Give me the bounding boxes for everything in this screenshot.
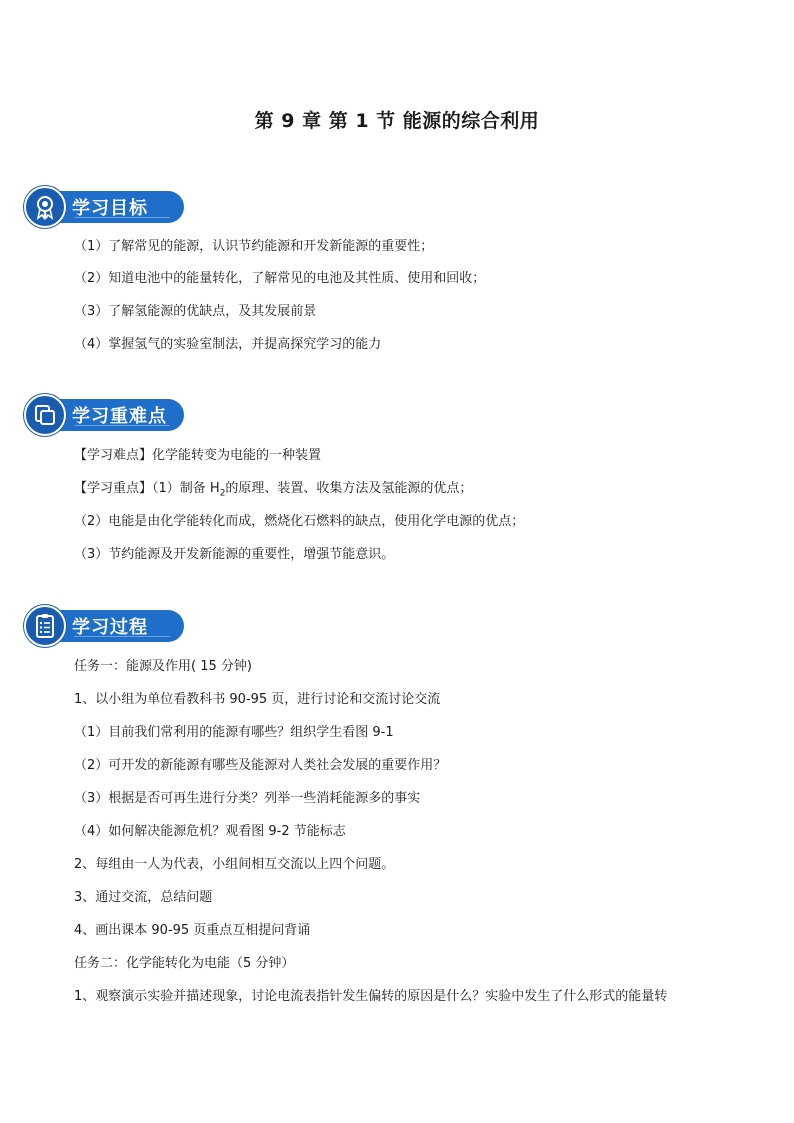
focus-subscript: 2 xyxy=(219,488,226,499)
banner-label: 学习过程 xyxy=(72,617,148,638)
section-banner-objectives xyxy=(24,186,184,228)
section-banner-key-points xyxy=(24,394,184,436)
focus-line xyxy=(74,480,472,503)
process-line: 2、每组由一人为代表，小组间相互交流以上四个问题。 xyxy=(74,857,395,872)
section-banner-process xyxy=(24,605,184,647)
process-line: （4）如何解决能源危机？观看图 9-2 节能标志 xyxy=(74,824,346,839)
process-line: 任务一：能源及作用( 15 分钟) xyxy=(74,659,252,674)
process-line: 1、以小组为单位看教科书 90-95 页，进行讨论和交流讨论交流 xyxy=(74,692,441,707)
difficulty-line: 【学习难点】化学能转变为电能的一种装置 xyxy=(74,448,322,463)
banner-label: 学习目标 xyxy=(72,198,148,219)
process-line: 任务二：化学能转化为电能（5 分钟） xyxy=(74,956,295,971)
objective-item: （1）了解常见的能源，认识节约能源和开发新能源的重要性； xyxy=(74,239,434,254)
banner-label: 学习重难点 xyxy=(72,406,167,427)
stacked-pages-icon xyxy=(33,403,57,427)
focus-suffix: 的原理、装置、收集方法及氢能源的优点； xyxy=(225,481,473,496)
process-line: （2）可开发的新能源有哪些及能源对人类社会发展的重要作用？ xyxy=(74,758,447,773)
objective-item: （2）知道电池中的能量转化，了解常见的电池及其性质、使用和回收； xyxy=(74,271,486,286)
focus-prefix: 【学习重点】（1）制备 H xyxy=(74,481,220,496)
checklist-clipboard-icon xyxy=(33,613,57,639)
key-point-item: （3）节约能源及开发新能源的重要性，增强节能意识。 xyxy=(74,547,395,562)
process-line: 1、观察演示实验并描述现象，讨论电流表指针发生偏转的原因是什么？实验中发生了什么形式的能量转 xyxy=(74,989,668,1004)
page-title: 第 9 章 第 1 节 能源的综合利用 xyxy=(254,110,540,132)
process-line: （1）目前我们常利用的能源有哪些？组织学生看图 9-1 xyxy=(74,725,394,740)
process-line: （3）根据是否可再生进行分类？列举一些消耗能源多的事实 xyxy=(74,791,421,806)
banner-circle xyxy=(24,186,66,228)
objective-item: （4）掌握氢气的实验室制法，并提高探究学习的能力 xyxy=(74,337,382,352)
process-line: 4、画出课本 90-95 页重点互相提问背诵 xyxy=(74,923,311,938)
key-point-item: （2）电能是由化学能转化而成，燃烧化石燃料的缺点，使用化学电源的优点； xyxy=(74,514,525,529)
objective-item: （3）了解氢能源的优缺点，及其发展前景 xyxy=(74,304,317,319)
award-ribbon-icon xyxy=(33,194,57,220)
banner-circle xyxy=(24,605,66,647)
banner-circle xyxy=(24,394,66,436)
process-line: 3、通过交流，总结问题 xyxy=(74,890,213,905)
